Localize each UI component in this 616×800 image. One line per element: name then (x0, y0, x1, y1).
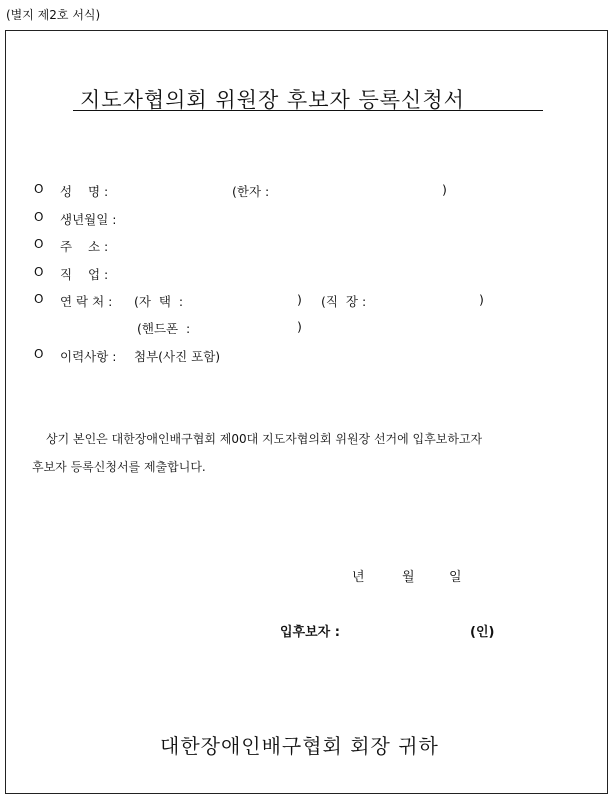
title-underline (73, 110, 543, 111)
home-phone-label: (자 택 : (134, 294, 184, 309)
statement-line-1: 상기 본인은 대한장애인배구협회 제00대 지도자협의회 위원장 선거에 입후보하고자 (46, 432, 483, 446)
candidate-signature-label: 입후보자 : (280, 625, 340, 640)
mobile-phone-label: (핸드폰 : (137, 321, 191, 336)
bullet-icon: O (34, 265, 44, 279)
birth-label: 생년월일 : (60, 212, 117, 227)
work-phone-close: ) (479, 292, 484, 307)
date-day: 일 (449, 570, 462, 585)
mobile-phone-close: ) (297, 319, 302, 334)
form-number-note: (별지 제2호 서식) (6, 8, 101, 22)
bullet-icon: O (34, 347, 44, 361)
home-phone-close: ) (297, 292, 302, 307)
bullet-icon: O (34, 182, 44, 196)
contact-label: 연 락 처 : (60, 294, 113, 309)
address-label: 주 소 : (60, 239, 109, 254)
hanja-close: ) (442, 182, 447, 197)
statement-line-2: 후보자 등록신청서를 제출합니다. (32, 460, 206, 474)
history-label: 이력사항 : (60, 349, 117, 364)
document-title: 지도자협의회 위원장 후보자 등록신청서 (80, 88, 465, 112)
hanja-open: (한자 : (232, 184, 270, 199)
job-label: 직 업 : (60, 267, 109, 282)
name-label: 성 명 : (60, 184, 109, 199)
seal-mark: (인) (470, 625, 495, 640)
bullet-icon: O (34, 210, 44, 224)
addressee-footer: 대한장애인배구협회 회장 귀하 (160, 734, 439, 758)
form-frame (5, 30, 608, 794)
history-value: 첨부(사진 포함) (134, 349, 221, 364)
date-year: 년 (352, 570, 365, 585)
work-phone-label: (직 장 : (321, 294, 367, 309)
bullet-icon: O (34, 292, 44, 306)
bullet-icon: O (34, 237, 44, 251)
date-month: 월 (402, 570, 415, 585)
